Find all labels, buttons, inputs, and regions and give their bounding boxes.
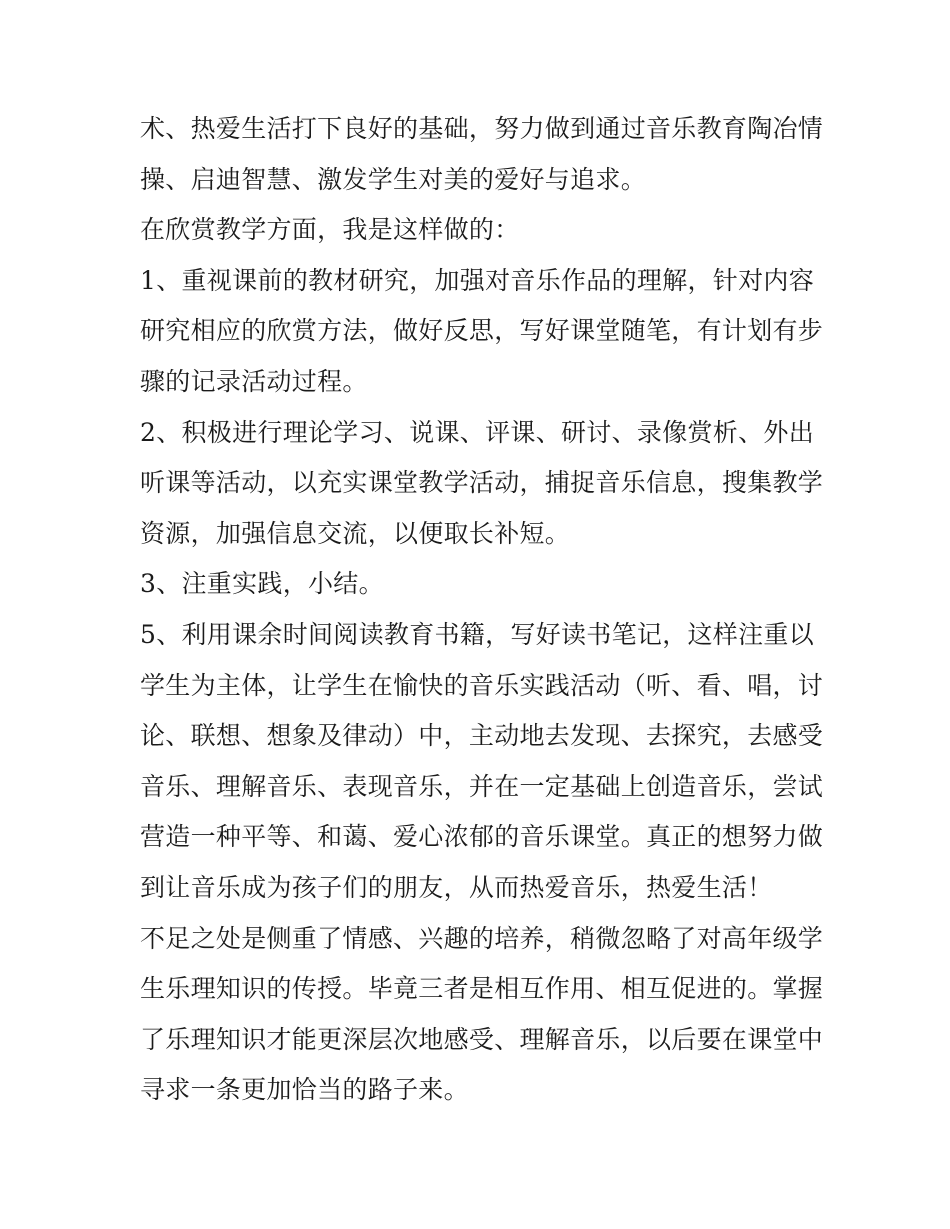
text-line: 听课等活动，以充实课堂教学活动，捕捉音乐信息，搜集教学 — [140, 468, 824, 498]
text-line: 5、利用课余时间阅读教育书籍，写好读书笔记，这样注重以 — [140, 619, 815, 649]
text-line: 营造一种平等、和蔼、爱心浓郁的音乐课堂。真正的想努力做 — [140, 822, 824, 852]
text-line: 3、注重实践，小结。 — [140, 569, 384, 599]
text-line: 资源，加强信息交流，以便取长补短。 — [140, 518, 571, 548]
text-line: 骤的记录活动过程。 — [140, 366, 368, 396]
text-line: 论、联想、想象及律动）中，主动地去发现、去探究，去感受 — [140, 721, 824, 751]
text-line: 在欣赏教学方面，我是这样做的： — [140, 215, 520, 245]
text-line: 研究相应的欣赏方法，做好反思，写好课堂随笔，有计划有步 — [140, 316, 824, 346]
document-body — [140, 104, 824, 1116]
text-line: 到让音乐成为孩子们的朋友，从而热爱音乐，热爱生活！ — [140, 872, 773, 902]
text-line: 生乐理知识的传授。毕竟三者是相互作用、相互促进的。掌握 — [140, 974, 824, 1004]
text-line: 1、重视课前的教材研究，加强对音乐作品的理解，针对内容 — [140, 265, 815, 295]
text-line: 术、热爱生活打下良好的基础，努力做到通过音乐教育陶冶情 — [140, 114, 824, 143]
text-line: 学生为主体，让学生在愉快的音乐实践活动（听、看、唱，讨 — [140, 670, 824, 700]
text-line: 寻求一条更加恰当的路子来。 — [140, 1075, 469, 1105]
text-line: 音乐、理解音乐、表现音乐，并在一定基础上创造音乐，尝试 — [140, 771, 824, 801]
text-line: 操、启迪智慧、激发学生对美的爱好与追求。 — [140, 164, 647, 194]
text-line: 了乐理知识才能更深层次地感受、理解音乐，以后要在课堂中 — [140, 1024, 824, 1054]
text-line: 2、积极进行理论学习、说课、评课、研讨、录像赏析、外出 — [140, 417, 815, 447]
text-line: 不足之处是侧重了情感、兴趣的培养，稍微忽略了对高年级学 — [140, 923, 824, 953]
